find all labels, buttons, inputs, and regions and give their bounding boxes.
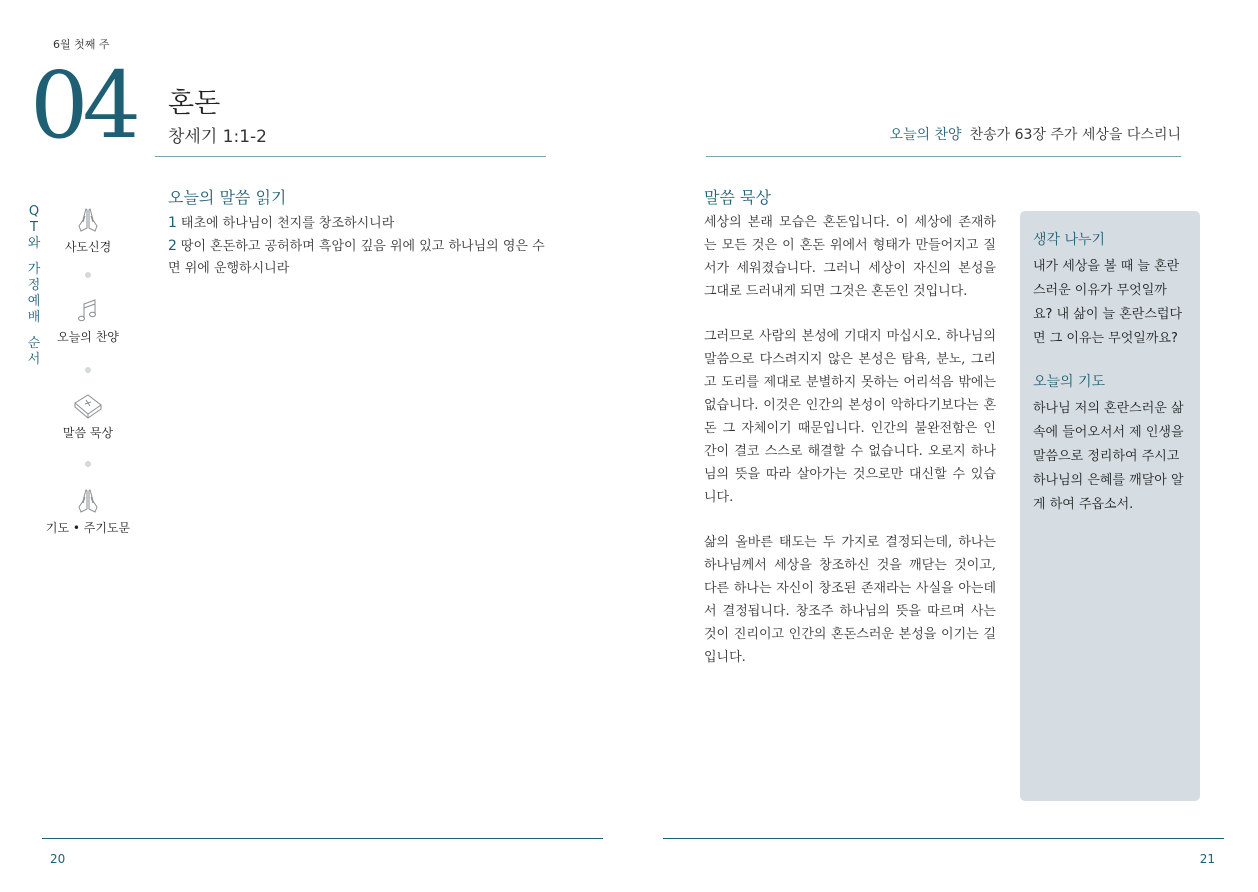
- music-note-icon: [74, 298, 102, 324]
- vertical-title-char: 배: [27, 310, 41, 325]
- meditation-heading: 말씀 묵상: [704, 188, 771, 207]
- header-rule-right: [706, 156, 1181, 157]
- prayer-text: 하나님 저의 혼란스러운 삶 속에 들어오서서 제 인생을 말씀으로 정리하여 주시고 하나님의 은혜를 깨달아 알게 하여 주옵소서.: [1033, 401, 1184, 512]
- meditation-paragraph: 그러므로 사람의 본성에 기대지 마십시오. 하나님의 말씀으로 다스려지지 않은 본성은 탐욕, 분노, 그리고 도리를 제대로 분별하지 못하는 어리석음 밖에는 없습니다. 이것은 인간의 본성이 악하다기보다는 혼돈 그 자체이기 때문입니다. 인간의 불완전함은 인간이 결코 스스로 해결할 수 없습니다. 오로지 하나님의 뜻을 따라 살아가는 것으로만 대신할 수 있습니다.: [704, 329, 996, 505]
- vertical-title-char: T: [30, 220, 38, 235]
- reflection-sidebox: [1020, 211, 1200, 801]
- vertical-title-gap: [26, 252, 42, 262]
- nav-separator-dot: [85, 272, 91, 278]
- todays-hymn: [889, 124, 1181, 144]
- vertical-title-char: Q: [28, 204, 40, 219]
- verse-number: 1: [168, 215, 177, 231]
- vertical-title-char: 와: [27, 236, 41, 251]
- footer-rule-left: [42, 838, 603, 839]
- nav-separator-dot: [85, 367, 91, 373]
- page-title: 혼돈: [168, 88, 221, 119]
- nav-item-prayer[interactable]: [43, 487, 133, 536]
- nav-item-todays-hymn[interactable]: [43, 298, 133, 345]
- verse-number: 2: [168, 238, 177, 254]
- praying-hands-icon: [74, 487, 102, 515]
- scripture-reference: 창세기 1:1-2: [168, 127, 267, 147]
- hymn-title: 찬송가 63장 주가 세상을 다스리니: [969, 127, 1181, 143]
- vertical-title-char: 정: [27, 278, 41, 293]
- praying-hands-icon: [74, 206, 102, 234]
- nav-item-apostles-creed[interactable]: [43, 206, 133, 255]
- header-rule-left: [155, 156, 546, 157]
- page-number-right: 21: [1199, 852, 1215, 866]
- vertical-title-char: 순: [27, 336, 41, 351]
- nav-separator-dot: [85, 461, 91, 467]
- share-text: 내가 세상을 볼 때 늘 혼란스러운 이유가 무엇일까요? 내 삶이 늘 혼란스럽다면 그 이유는 무엇일까요?: [1033, 259, 1183, 346]
- bible-icon: [72, 392, 104, 420]
- meditation-paragraph: 세상의 본래 모습은 혼돈입니다. 이 세상에 존재하는 모든 것은 이 혼돈 위에서 형태가 만들어지고 질서가 세워졌습니다. 그러니 세상이 자신의 본성을 그대로 드러내게 되면 그것은 혼돈인 것입니다.: [704, 215, 996, 299]
- hymn-label: 오늘의 찬양: [889, 127, 962, 143]
- verse-list: [168, 212, 550, 280]
- meditation-paragraph: 삶의 올바른 태도는 두 가지로 결정되는데, 하나는 하나님께서 세상을 창조하신 것을 깨닫는 것이고, 다른 하나는 자신이 창조된 존재라는 사실을 아는데서 결정됩니다. 창조주 하나님의 뜻을 따르며 사는 것이 진리이고 인간의 혼돈스러운 본성을 이기는 길입니다.: [704, 535, 996, 665]
- verse: [168, 212, 550, 235]
- nav-item-label: 사도신경: [64, 240, 112, 254]
- meditation-body: [704, 211, 996, 691]
- day-number: 04: [30, 52, 136, 159]
- vertical-title-char: 서: [27, 352, 41, 367]
- verse: [168, 235, 550, 280]
- nav-item-label: 말씀 묵상: [62, 426, 114, 440]
- verse-text: 태초에 하나님이 천지를 창조하시니라: [180, 216, 395, 231]
- page-number-left: 20: [50, 852, 66, 866]
- nav-item-label: 오늘의 찬양: [57, 330, 119, 344]
- prayer-heading: 오늘의 기도: [1033, 374, 1106, 390]
- share-heading: 생각 나누기: [1033, 232, 1106, 248]
- week-label: 6월 첫째 주: [53, 38, 110, 51]
- reading-heading: 오늘의 말씀 읽기: [168, 188, 287, 207]
- vertical-title-char: 가: [27, 262, 41, 277]
- vertical-title-char: 예: [27, 294, 41, 309]
- nav-item-meditation[interactable]: [43, 392, 133, 441]
- vertical-title-gap: [26, 326, 42, 336]
- nav-item-label: 기도 • 주기도문: [45, 521, 131, 535]
- footer-rule-right: [663, 838, 1224, 839]
- vertical-section-title: [26, 204, 42, 368]
- verse-text: 땅이 혼돈하고 공허하며 흑암이 깊음 위에 있고 하나님의 영은 수면 위에 운행하시니라: [168, 239, 545, 276]
